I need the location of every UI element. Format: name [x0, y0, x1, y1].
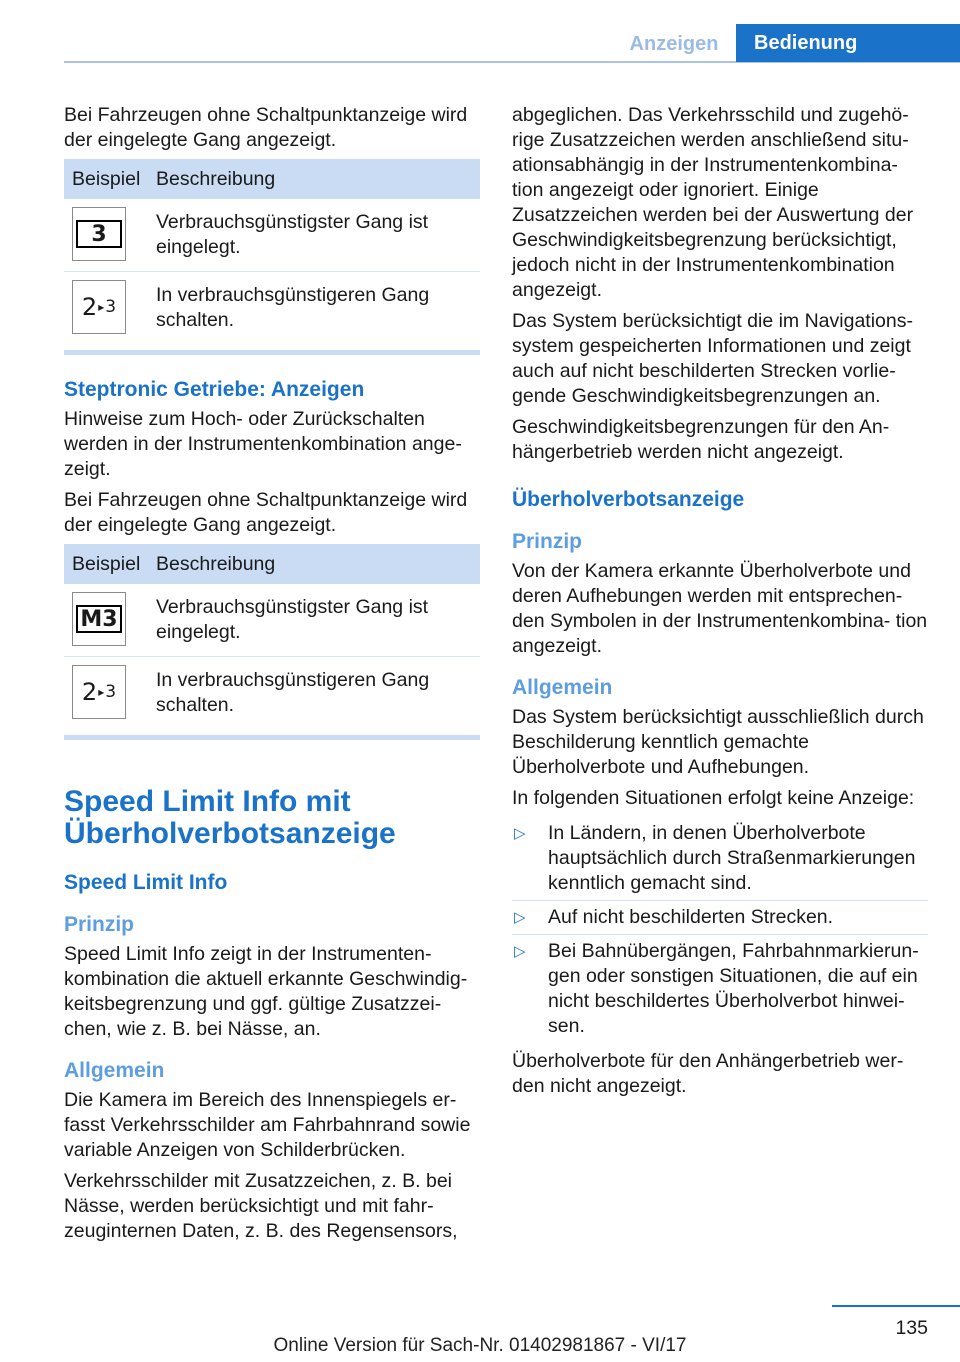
- heading-allgemein: Allgemein: [64, 1059, 165, 1082]
- heading-speed-limit-info: Speed Limit Info mit Überholverbotsanzeige: [64, 785, 396, 850]
- table-row: [64, 199, 480, 272]
- triangle-bullet-icon: ▷: [514, 909, 526, 926]
- col-beschreibung: Beschreibung: [156, 167, 276, 190]
- right-column: [512, 103, 928, 1105]
- paragraph: abgeglichen. Das Verkehrsschild und zugehö‐ rige Zusatzzeichen werden anschließend situ‐ ationsabhängig in der Instrumentenkombina‐ tion angezeigt oder ignoriert. Einige Zusatzzeichen werden bei der Auswertung der Geschwindigkeitsbegrenzung berücksichtigt, jedoch nicht in der Instrumentenkombination angezeigt.: [512, 104, 914, 301]
- triangle-bullet-icon: ▷: [514, 825, 526, 842]
- shift-up-icon: 2 ▸ 3: [72, 280, 126, 334]
- heading-prinzip: Prinzip: [512, 530, 583, 553]
- table-header: [64, 544, 480, 584]
- paragraph: Bei Fahrzeugen ohne Schaltpunktanzeige wird der eingelegte Gang angezeigt.: [64, 104, 468, 151]
- footer-rule: [832, 1305, 960, 1307]
- paragraph: Geschwindigkeitsbegrenzungen für den An‐ hängerbetrieb werden nicht angezeigt.: [512, 416, 890, 463]
- col-beispiel: Beispiel: [72, 167, 141, 190]
- paragraph: Das System berücksichtigt ausschließlich durch Beschilderung kenntlich gemachte Überholverbote und Aufhebungen.: [512, 706, 924, 778]
- table-end-rule: [64, 350, 480, 355]
- row-description: Verbrauchsgünstigster Gang ist eingelegt.: [156, 596, 429, 643]
- row-description: In verbrauchsgünstigeren Gang schalten.: [156, 284, 430, 331]
- page-number: 135: [895, 1317, 928, 1339]
- heading-allgemein: Allgemein: [512, 676, 613, 699]
- paragraph: In folgenden Situationen erfolgt keine Anzeige:: [512, 787, 915, 809]
- paragraph: Die Kamera im Bereich des Innenspiegels er‐ fasst Verkehrsschilder am Fahrbahnrand sowie variable Anzeigen von Schilderbrücken.: [64, 1089, 471, 1161]
- gear-table-1: [64, 159, 480, 355]
- paragraph: Verkehrsschilder mit Zusatzzeichen, z. B. bei Nässe, werden berücksichtigt und mit fahr‐ zeuginternen Daten, z. B. des Regensensors,: [64, 1170, 458, 1242]
- heading-prinzip: Prinzip: [64, 913, 135, 936]
- table-row: [64, 657, 480, 729]
- table-row: [64, 272, 480, 344]
- left-column: [64, 103, 480, 1250]
- paragraph: Bei Fahrzeugen ohne Schaltpunktanzeige wird der eingelegte Gang angezeigt.: [64, 489, 468, 536]
- col-beispiel: Beispiel: [72, 552, 141, 575]
- header-tab-bedienung[interactable]: Bedienung: [736, 24, 960, 62]
- gear-3-icon: 3: [72, 207, 126, 261]
- heading-steptronic: Steptronic Getriebe: Anzeigen: [64, 378, 365, 401]
- paragraph: Das System berücksichtigt die im Navigations‐ system gespeicherten Informationen und zeigt auch auf nicht beschilderten Strecken vorlie‐ gende Geschwindigkeitsbegrenzungen an.: [512, 310, 913, 407]
- header-tab-anzeigen[interactable]: Anzeigen: [629, 33, 719, 55]
- paragraph: Hinweise zum Hoch- oder Zurückschalten werden in der Instrumentenkombination ange‐ zeigt.: [64, 408, 462, 480]
- gear-m3-icon: M3: [72, 592, 126, 646]
- list-item: ▷ Bei Bahnübergängen, Fahrbahnmarkierun‐ gen oder sonstigen Situationen, die auf ein nicht beschildertes Überholverbot hinwei‐ sen.: [514, 940, 919, 1037]
- table-row: [64, 584, 480, 657]
- shift-up-icon: 2 ▸ 3: [72, 665, 126, 719]
- heading-ueberholverbot: Überholverbotsanzeige: [512, 488, 745, 511]
- paragraph: Von der Kamera erkannte Überholverbote und deren Aufhebungen werden mit entsprechen‐ den Symbolen in der Instrumentenkombina‐ tion angezeigt.: [512, 560, 928, 657]
- table-end-rule: [64, 735, 480, 740]
- list-item: ▷ Auf nicht beschilderten Strecken.: [512, 901, 928, 935]
- paragraph: Speed Limit Info zeigt in der Instrumenten‐ kombination die aktuell erkannte Geschwindig‐ keitsbegrenzung und ggf. gültige Zusatzzei‐ chen, wie z. B. bei Nässe, an.: [64, 943, 468, 1040]
- triangle-bullet-icon: ▷: [514, 943, 526, 960]
- paragraph: Überholverbote für den Anhängerbetrieb wer‐ den nicht angezeigt.: [512, 1050, 904, 1097]
- list-item: ▷ In Ländern, in denen Überholverbote hauptsächlich durch Straßenmarkierungen kenntlich gemacht sind.: [512, 817, 928, 901]
- gear-table-2: [64, 544, 480, 740]
- row-description: Verbrauchsgünstigster Gang ist eingelegt.: [156, 211, 429, 258]
- row-description: In verbrauchsgünstigeren Gang schalten.: [156, 669, 430, 716]
- heading-sli: Speed Limit Info: [64, 871, 228, 894]
- table-header: [64, 159, 480, 199]
- online-version-footer: Online Version für Sach-Nr. 01402981867 - VI/17: [273, 1335, 687, 1356]
- col-beschreibung: Beschreibung: [156, 552, 276, 575]
- bullet-list: [512, 817, 928, 1043]
